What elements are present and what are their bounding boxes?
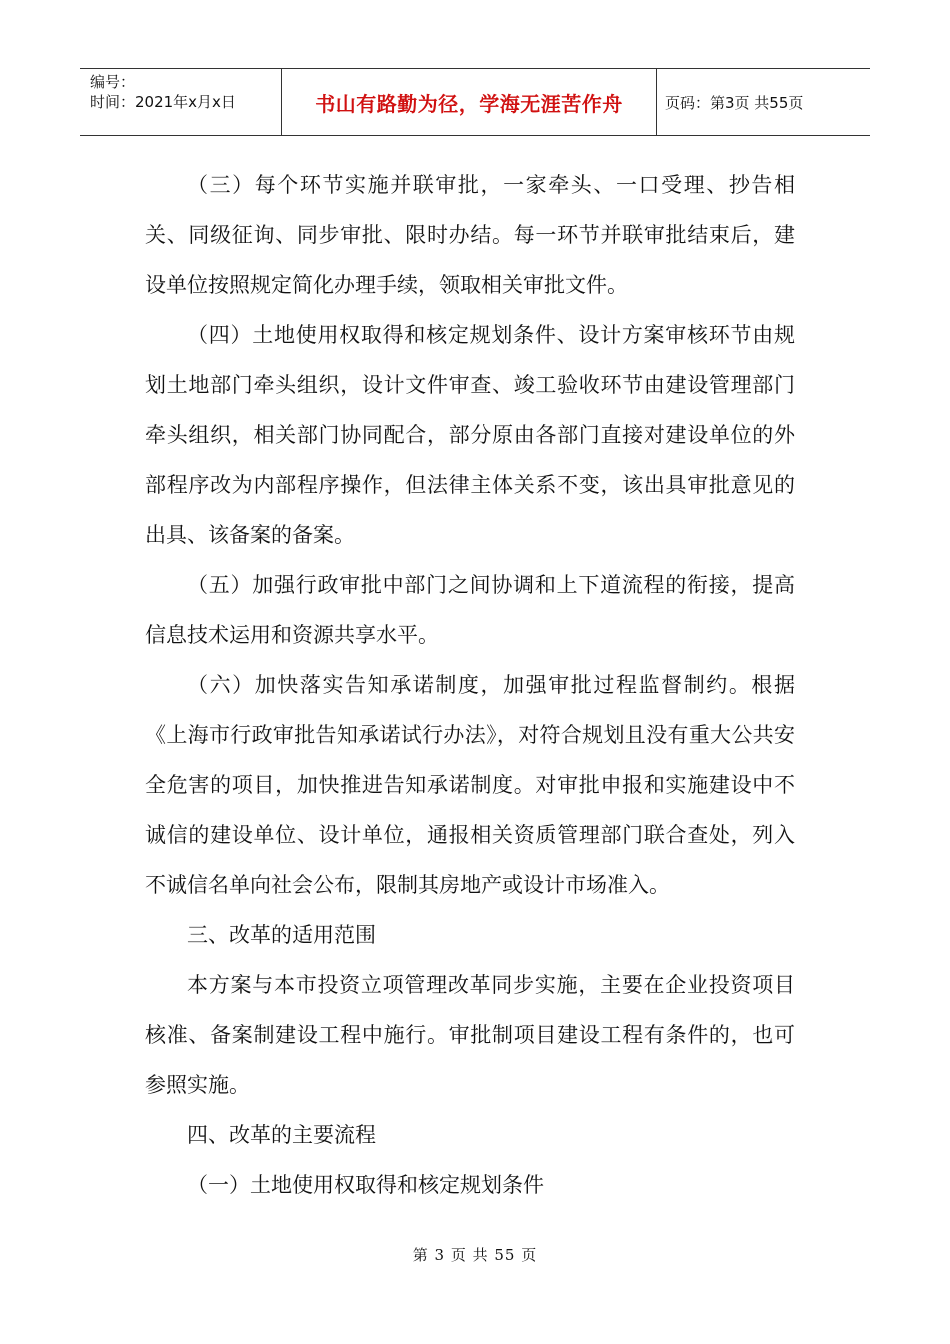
- paragraph: 本方案与本市投资立项管理改革同步实施，主要在企业投资项目核准、备案制建设工程中施行。审批制项目建设工程有条件的，也可参照实施。: [145, 973, 795, 1097]
- document-number-label: 编号：: [90, 73, 136, 91]
- page-footer: 第 3 页 共 55 页: [412, 1246, 538, 1264]
- header-meta: [80, 69, 282, 135]
- paragraph: （三）每个环节实施并联审批，一家牵头、一口受理、抄告相关、同级征询、同步审批、限时办结。每一环节并联审批结束后，建设单位按照规定简化办理手续，领取相关审批文件。: [145, 173, 795, 297]
- header-page-info: 页码：第3页 共55页: [665, 93, 804, 112]
- paragraph: （六）加快落实告知承诺制度，加强审批过程监督制约。根据《上海市行政审批告知承诺试行办法》，对符合规划且没有重大公共安全危害的项目，加快推进告知承诺制度。对审批申报和实施建设中不诚信的建设单位、设计单位，通报相关资质管理部门联合查处，列入不诚信名单向社会公布，限制其房地产或设计市场准入。: [145, 673, 795, 897]
- header-motto: 书山有路勤为径，学海无涯苦作舟: [282, 69, 657, 135]
- page-header: [80, 68, 870, 136]
- document-date: 时间：2021年x月x日: [90, 93, 236, 111]
- section-heading: 三、改革的适用范围: [187, 923, 376, 947]
- section-heading: 四、改革的主要流程: [187, 1123, 376, 1147]
- document-body: [145, 160, 795, 1210]
- paragraph: （五）加强行政审批中部门之间协调和上下道流程的衔接，提高信息技术运用和资源共享水平。: [145, 573, 795, 647]
- paragraph: （四）土地使用权取得和核定规划条件、设计方案审核环节由规划土地部门牵头组织，设计文件审查、竣工验收环节由建设管理部门牵头组织，相关部门协同配合，部分原由各部门直接对建设单位的外部程序改为内部程序操作，但法律主体关系不变，该出具审批意见的出具、该备案的备案。: [145, 323, 795, 547]
- subsection-heading: （一）土地使用权取得和核定规划条件: [187, 1173, 544, 1197]
